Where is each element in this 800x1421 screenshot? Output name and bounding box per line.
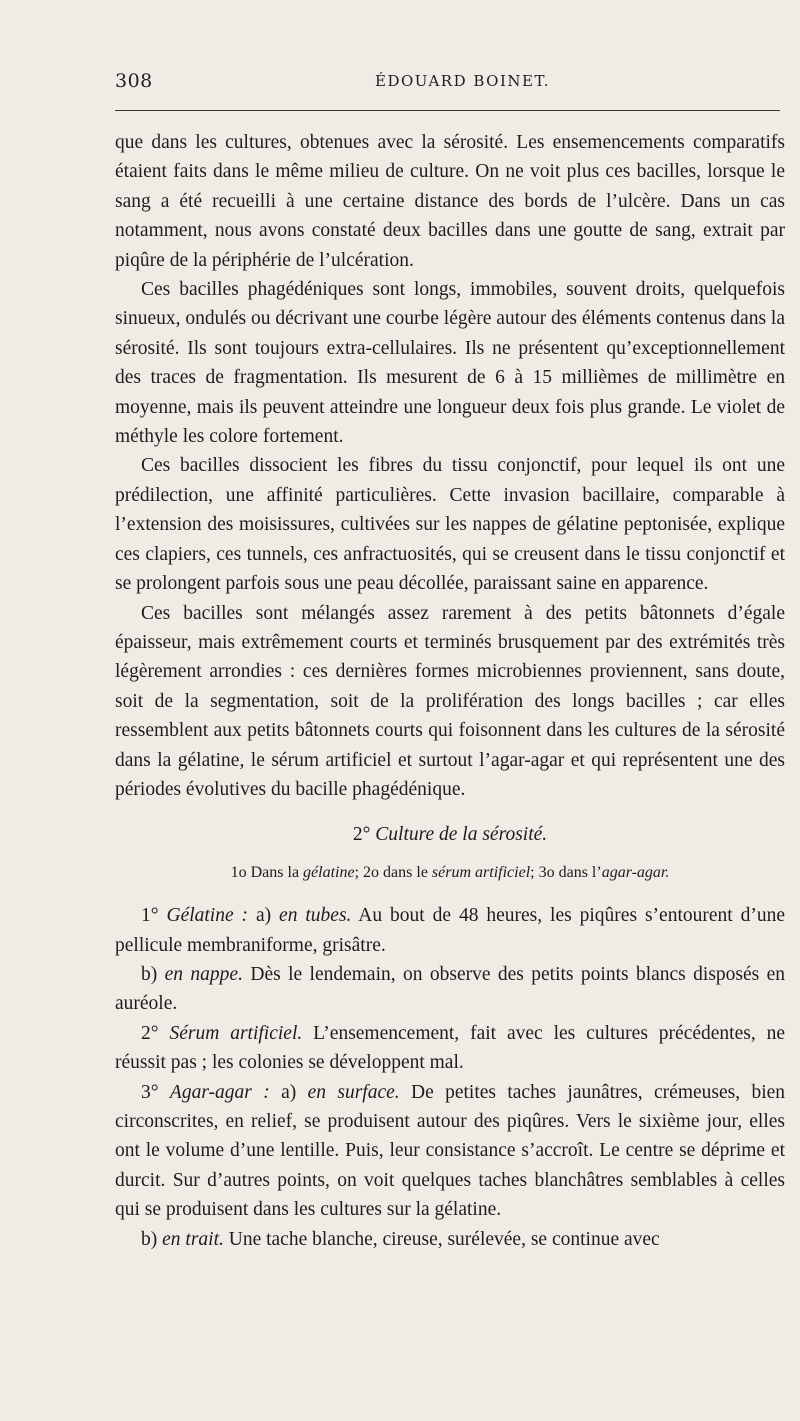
item-text: Au bout de 48 heures, les piqûres s’entourent d’une pellicule membraniforme, grisâtre. <box>115 905 786 956</box>
item-text: De petites taches jaunâtres, crémeuses, bien circonscrites, en relief, se produisent autour des piqûres. Vers le sixième jour, elles ont le volume d’une lentille. Puis, leur consistance s’accroît. Le centre se déprime et durcit. Sur d’autres points, on voit quelques taches blanchâtres semblables à celles qui se produisent dans les cultures sur la gélatine. <box>115 1081 786 1221</box>
page-header <box>115 70 780 104</box>
item-letter: a) <box>281 1081 297 1103</box>
item-label: Agar-agar : <box>169 1081 270 1103</box>
section-title-text: Culture de la sérosité. <box>375 824 548 846</box>
subtitle-term: sérum artificiel <box>431 863 531 881</box>
subtitle-term: gélatine <box>303 863 355 881</box>
item-label: Gélatine : <box>166 905 249 927</box>
culture-paragraph <box>115 1225 785 1254</box>
subtitle-part: ; 3o dans l’ <box>530 863 602 881</box>
item-number: 3° <box>141 1081 159 1103</box>
item-letter: a) <box>255 905 272 927</box>
item-text: Une tache blanche, cireuse, surélevée, se continue avec <box>228 1228 660 1250</box>
body-text <box>115 128 785 1254</box>
item-label: Sérum artificiel. <box>169 1022 303 1044</box>
page-number: 308 <box>115 70 153 92</box>
paragraph: Ces bacilles phagédéniques sont longs, immobiles, souvent droits, quelquefois sinueux, ondulés ou décrivant une courbe légère autour des éléments contenus dans la sérosité. Ils sont toujours extra-cellulaires. Ils ne présentent qu’exceptionnellement des traces de fragmentation. Ils mesurent de 6 à 15 millièmes de millimètre en moyenne, mais ils peuvent atteindre une longueur deux fois plus grande. Le violet de méthyle les colore fortement. <box>115 279 785 448</box>
section-title <box>115 820 785 849</box>
section-number: 2° <box>352 824 371 846</box>
item-number: 2° <box>141 1022 159 1044</box>
item-letter: b) <box>141 1228 158 1250</box>
paragraph: que dans les cultures, obtenues avec la sérosité. Les ensemencements comparatifs étaient faits dans le même milieu de culture. On ne voit plus ces bacilles, lorsque le sang a été recueilli à une certaine distance des bords de l’ulcère. Dans un cas notamment, nous avons constaté deux bacilles dans une goutte de sang, extrait par piqûre de la périphérie de l’ulcération. <box>115 132 785 271</box>
item-number: 1° <box>141 905 159 927</box>
paragraph: Ces bacilles sont mélangés assez rarement à des petits bâtonnets d’égale épaisseur, mais extrêmement courts et terminés brusquement par des extrémités très légèrement arrondies : ces dernières formes microbiennes proviennent, sans doute, soit de la segmentation, soit de la prolifération des longs bacilles ; car elles ressemblent aux petits bâtonnets courts qui foisonnent dans les cultures de la sérosité dans la gélatine, le sérum artificiel et surtout l’agar-agar et qui représentent une des périodes évolutives du bacille phagédénique. <box>115 602 785 800</box>
culture-paragraph <box>115 1078 785 1225</box>
item-mode: en tubes. <box>279 905 352 927</box>
item-mode: en trait. <box>162 1228 224 1250</box>
paragraph: Ces bacilles dissocient les fibres du tissu conjonctif, pour lequel ils ont une prédilection, une affinité particulières. Cette invasion bacillaire, comparable à l’extension des moisissures, cultivées sur les nappes de gélatine peptonisée, explique ces clapiers, ces tunnels, ces anfractuosités, qui se creusent dans le tissu conjonctif et se prolongent parfois sous une peau décollée, paraissant saine en apparence. <box>115 455 785 595</box>
running-head: ÉDOUARD BOINET. <box>375 72 551 90</box>
culture-paragraph <box>115 960 785 1019</box>
culture-paragraph <box>115 1019 785 1078</box>
item-mode: en nappe. <box>164 963 243 985</box>
item-mode: en surface. <box>307 1081 400 1103</box>
item-text: L’ensemencement, fait avec les cultures précédentes, ne réussit pas ; les colonies se développent mal. <box>115 1022 786 1074</box>
subtitle-term: agar-agar. <box>601 863 670 881</box>
culture-paragraph <box>115 901 785 960</box>
item-letter: b) <box>141 963 158 985</box>
subtitle-part: 1o Dans la <box>230 863 300 881</box>
subtitle-part: ; 2o dans le <box>354 863 428 881</box>
header-rule <box>115 110 780 111</box>
section-subtitle <box>115 858 785 887</box>
item-text: Dès le lendemain, on observe des petits points blancs disposés en auréole. <box>115 963 786 1015</box>
